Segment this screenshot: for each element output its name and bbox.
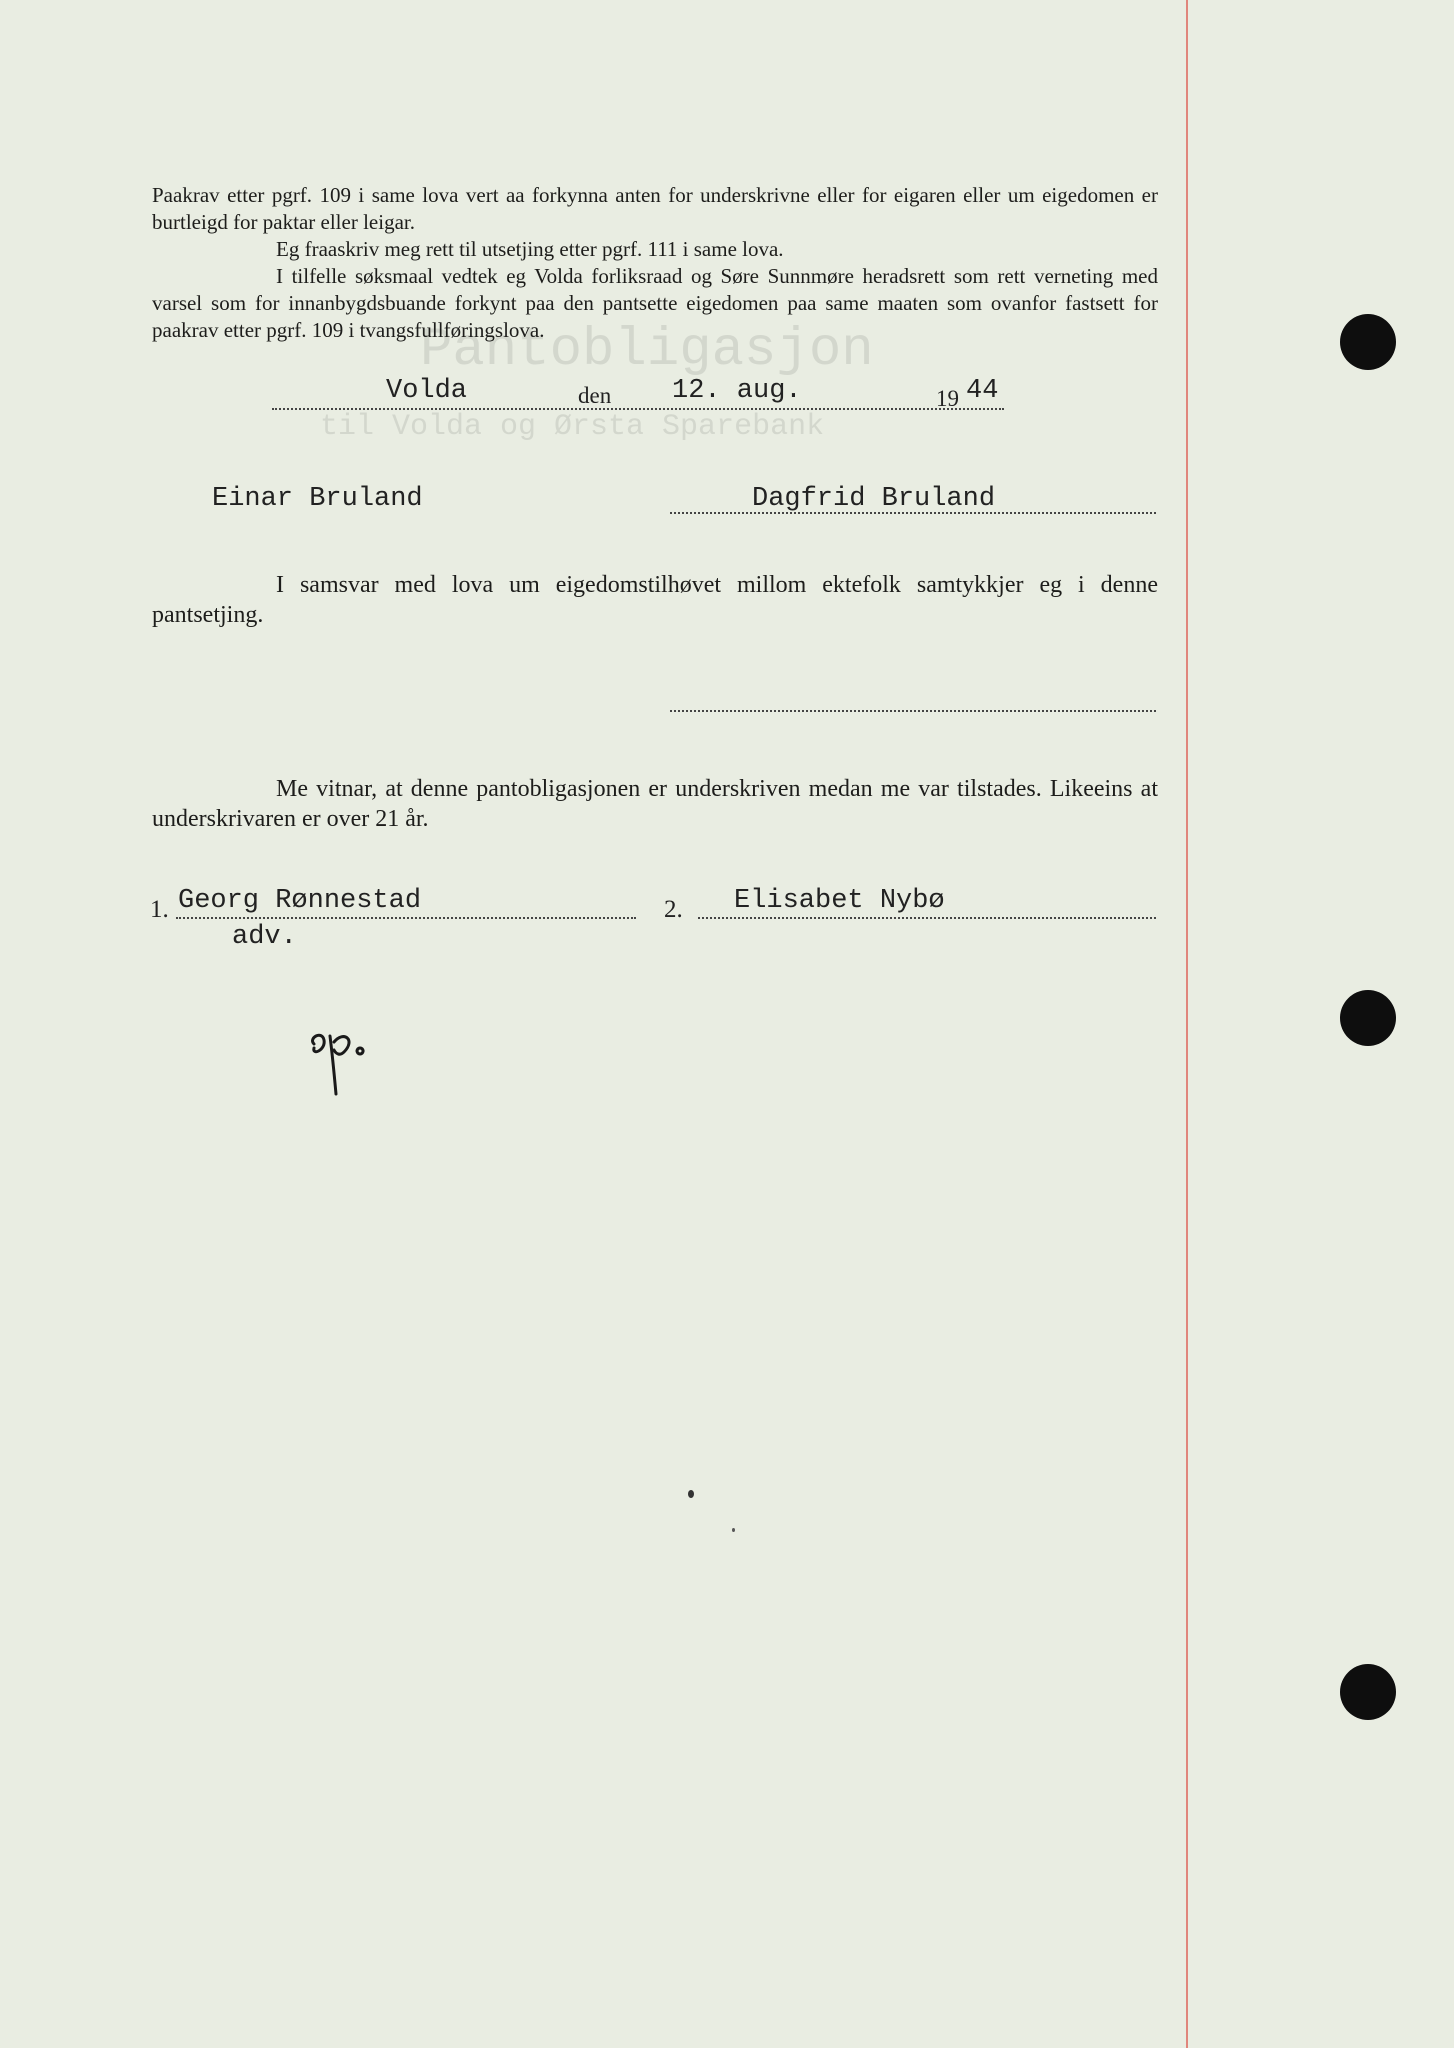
punch-hole-top [1340, 314, 1396, 370]
date-underline [272, 408, 1004, 410]
bleedthrough-subheading: til Volda og Ørsta Sparebank [320, 410, 825, 444]
clause-text-2: Eg fraaskriv meg rett til utsetjing etter pgrf. 111 i same lova. [276, 237, 784, 261]
date-century: 19 [936, 386, 959, 411]
witness-1-line [176, 917, 636, 919]
signature-left: Einar Bruland [212, 484, 423, 514]
date-day-month: 12. aug. [672, 376, 802, 406]
witness-1-number: 1. [150, 896, 169, 923]
date-year: 44 [966, 376, 999, 406]
punch-hole-middle [1340, 990, 1396, 1046]
consent-paragraph: I samsvar med lova um eigedomstilhøvet millom ektefolk samtykkjer eg i denne pantsetjing. [152, 572, 1158, 628]
bleedthrough-heading: Pantobligasjon [420, 320, 874, 381]
ink-dot-small [732, 1528, 735, 1532]
date-den-label: den [578, 383, 612, 408]
witness-2-line [698, 917, 1156, 919]
clause-text-1: Paakrav etter pgrf. 109 i same lova vert aa forkynna anten for underskrivne eller for eigaren eller um eigedomen er burtleigd for paktar eller leigar. [152, 183, 1158, 234]
witness-2-number: 2. [664, 896, 683, 923]
handwritten-initials [300, 1012, 390, 1102]
witness-1-name: Georg Rønnestad [178, 886, 422, 916]
witness-1-title: adv. [232, 922, 297, 952]
clause-text-3: I tilfelle søksmaal vedtek eg Volda forliksraad og Søre Sunnmøre heradsrett som rett verneting med varsel som for innanbygdsbuande forkynt paa den pantsette eigedomen paa same maaten som ovanfor fastsett for paakrav etter pgrf. 109 i tvangsfullføringslova. [152, 264, 1158, 342]
ink-dot [688, 1490, 694, 1498]
witness-2-name: Elisabet Nybø [734, 886, 945, 916]
margin-rule [1186, 0, 1188, 2048]
clause-paragraph [152, 182, 1158, 344]
date-place: Volda [386, 376, 468, 406]
witness-paragraph: Me vitnar, at denne pantobligasjonen er underskriven medan me var tilstades. Likeeins at underskrivaren er over 21 år. [152, 776, 1158, 832]
signature-right-line [670, 512, 1156, 514]
punch-hole-bottom [1340, 1664, 1396, 1720]
consent-signature-line [670, 710, 1156, 712]
signature-right: Dagfrid Bruland [752, 484, 996, 514]
